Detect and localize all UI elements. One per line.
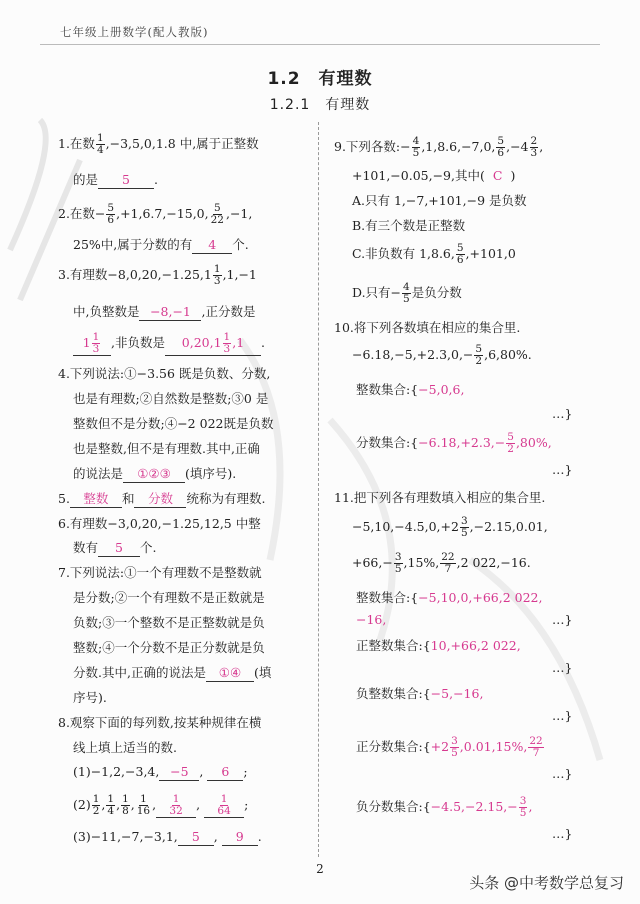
question-11-numbers-1: −5,10,−4.5,0,+2 $\frac{3}{5}$ ,−2.15,0.01,: [352, 515, 548, 539]
question-7-line1: 7.下列说法:①一个有理数不是整数就: [58, 565, 262, 580]
question-2-line1: 2.在数− $\frac{5}{6}$ ,+1,6.7,−15,0, $\frac{5}{22}$ ,−1,: [58, 202, 253, 226]
question-3-line3: 1 $\frac{1}{3}$ ,非负数是 0,20,1 $\frac{1}{3}$ ,1 .: [73, 332, 265, 356]
negative-fraction-set: 负分数集合:{−4.5,−2.15,− $\frac{3}{5}$ ,: [356, 795, 533, 819]
question-4-line5: 的说法是 ①②③ (填序号).: [73, 466, 237, 481]
answer-blank[interactable]: $\frac{1}{32}$: [156, 794, 196, 818]
question-11-numbers-2: +66,− $\frac{3}{5}$ ,15%, $\frac{22}{7}$ ,2 022,−16.: [352, 551, 531, 575]
set-close: …}: [552, 660, 573, 675]
answer-blank[interactable]: $\frac{1}{64}$: [204, 794, 244, 818]
watermark-text: 头条 @中考数学总复习: [469, 874, 624, 892]
answer-blank[interactable]: 5: [98, 540, 140, 557]
option-b[interactable]: B.有三个数是正整数: [352, 218, 466, 233]
column-divider: [318, 122, 319, 857]
option-d[interactable]: D.只有− $\frac{4}{5}$ 是负分数: [352, 281, 462, 305]
answer-blank[interactable]: ①④: [206, 665, 254, 682]
question-6-line1: 6.有理数−3,0,20,−1.25,12,5 中整: [58, 516, 261, 531]
option-c[interactable]: C.非负数有 1,8.6, $\frac{5}{6}$ ,+101,0: [352, 242, 516, 266]
question-1-line1: 1.在数 $\frac{1}{4}$ ,−3,5,0,1.8 中,属于正整数: [58, 132, 259, 156]
question-4-line3: 整数但不是分数;④−2 022既是负数: [73, 416, 274, 431]
answer-set[interactable]: −5,−16,: [430, 686, 484, 701]
question-6-line2: 数有 5 个.: [73, 540, 157, 555]
answer-blank[interactable]: 1 $\frac{1}{3}$: [73, 332, 111, 356]
question-8-part2: (2) $\frac{1}{2}$ , $\frac{1}{4}$ , $\frac{1}{8}$ , $\frac{1}{16}$ , $\frac{1}{32}$ , $\frac{1}{64}$ ;: [73, 793, 249, 817]
fraction-set: 分数集合:{−6.18,+2.3,− $\frac{5}{2}$ ,80%,: [356, 431, 552, 455]
section-subtitle: 1.2.1 有理数: [269, 97, 371, 113]
book-title: 七年级上册数学(配人教版): [60, 25, 209, 39]
integer-set: 整数集合:{−5,10,0,+66,2 022,: [356, 590, 543, 605]
answer-set[interactable]: −6.18,+2.3,− $\frac{5}{2}$ ,80%,: [418, 431, 552, 455]
question-8-line2: 线上填上适当的数.: [73, 740, 177, 755]
question-8-line1: 8.观察下面的每列数,按某种规律在横: [58, 715, 262, 730]
set-close: …}: [552, 708, 573, 723]
question-9-line1: 9.下列各数:− $\frac{4}{5}$ ,1,8.6,−7,0, $\frac{5}{6}$ ,−4 $\frac{2}{3}$ ,: [334, 135, 544, 159]
answer-blank[interactable]: 分数: [134, 491, 186, 508]
answer-set[interactable]: −16,: [356, 612, 387, 627]
fraction: $\frac{1}{4}$: [96, 132, 104, 156]
answer-blank[interactable]: ①②③: [123, 466, 185, 483]
question-7-line2: 是分数;②一个有理数不是正数就是: [73, 590, 265, 605]
negative-integer-set: 负整数集合:{−5,−16,: [356, 686, 484, 701]
answer-set[interactable]: −5,0,6,: [418, 382, 465, 397]
answer-choice[interactable]: C: [492, 168, 503, 183]
question-7-line6: 序号).: [73, 690, 107, 705]
question-7-line5: 分数.其中,正确的说法是 ①④ (填: [73, 665, 272, 680]
question-9-line2: +101,−0.05,−9,其中( C ): [352, 168, 516, 183]
question-3-line2: 中,负整数是 −8,−1 ,正分数是: [73, 304, 256, 319]
page-number: 2: [316, 862, 324, 876]
question-8-part1: (1)−1,2,−3,4, −5 , 6 ;: [73, 764, 248, 779]
question-4-line4: 也是整数,但不是有理数.其中,正确: [73, 441, 260, 456]
question-3-line1: 3.有理数−8,0,20,−1.25,1 $\frac{1}{3}$ ,1,−1: [58, 263, 257, 287]
section-title: 1.2 有理数: [267, 69, 373, 89]
answer-blank[interactable]: 5: [98, 172, 154, 189]
answer-blank[interactable]: 0,20,1 $\frac{1}{3}$ ,1: [165, 332, 261, 356]
answer-blank[interactable]: −8,−1: [139, 304, 201, 321]
question-4-line2: 也是有理数;②自然数是整数;③0 是: [73, 391, 269, 406]
question-11-line1: 11.把下列各有理数填入相应的集合里.: [334, 490, 546, 505]
question-2-line2: 25%中,属于分数的有 4 个.: [73, 237, 249, 252]
answer-blank[interactable]: 整数: [70, 491, 122, 508]
answer-set[interactable]: 10,+66,2 022,: [430, 638, 521, 653]
positive-integer-set: 正整数集合:{10,+66,2 022,: [356, 638, 521, 653]
answer-blank[interactable]: 6: [207, 764, 243, 781]
answer-blank[interactable]: 9: [222, 829, 258, 846]
positive-fraction-set: 正分数集合:{+2 $\frac{3}{5}$ ,0.01,15%, $\frac{22}{7}$: [356, 735, 543, 759]
set-close: …}: [552, 766, 573, 781]
question-4-line1: 4.下列说法:①−3.56 既是负数、分数,: [58, 366, 271, 381]
set-close: …}: [552, 826, 573, 841]
answer-blank[interactable]: 5: [178, 829, 214, 846]
option-a[interactable]: A.只有 1,−7,+101,−9 是负数: [352, 193, 527, 208]
set-close: …}: [552, 612, 573, 627]
question-1-line2: 的是 5 .: [73, 172, 158, 187]
integer-set-cont: [356, 612, 386, 627]
question-8-part3: (3)−11,−7,−3,1, 5 , 9 .: [73, 829, 262, 844]
answer-set[interactable]: −5,10,0,+66,2 022,: [418, 590, 543, 605]
integer-set: 整数集合:{−5,0,6,: [356, 382, 465, 397]
answer-blank[interactable]: 4: [192, 237, 232, 254]
answer-set[interactable]: +2 $\frac{3}{5}$ ,0.01,15%, $\frac{22}{7}$: [430, 735, 543, 759]
question-5: 5. 整数 和 分数 统称为有理数.: [58, 491, 266, 506]
answer-set[interactable]: −4.5,−2.15,− $\frac{3}{5}$ ,: [430, 795, 533, 819]
set-close: …}: [552, 406, 573, 421]
set-close: …}: [552, 462, 573, 477]
answer-blank[interactable]: −5: [159, 764, 199, 781]
header-divider: [40, 44, 600, 45]
question-10-numbers: −6.18,−5,+2.3,0,− $\frac{5}{2}$ ,6,80%.: [352, 343, 532, 367]
question-7-line4: 整数;④一个分数不是正分数就是负: [73, 640, 265, 655]
question-10-line1: 10.将下列各数填在相应的集合里.: [334, 320, 521, 335]
question-7-line3: 负数;③一个整数不是正整数就是负: [73, 615, 265, 630]
